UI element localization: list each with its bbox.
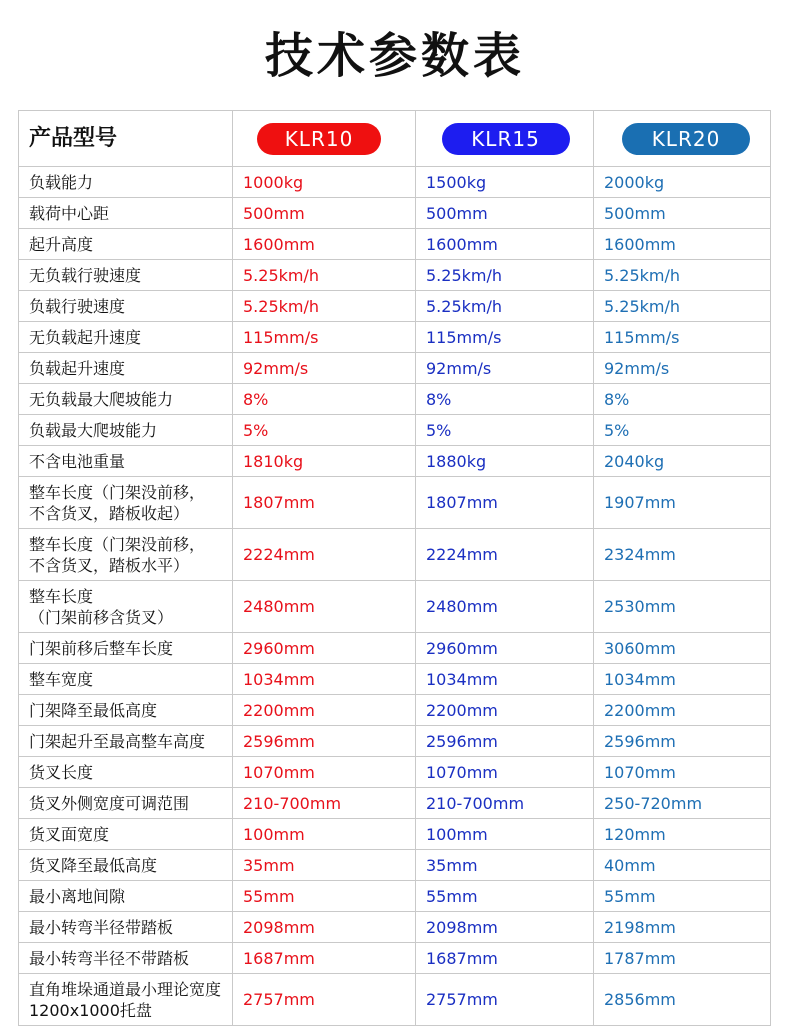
value-cell-klr10: 5.25km/h <box>233 291 416 322</box>
row-label <box>19 229 233 260</box>
value-cell-klr15: 1880kg <box>416 446 594 477</box>
value-cell-klr10: 1070mm <box>233 757 416 788</box>
row-label <box>19 353 233 384</box>
value-cell-klr15: 1600mm <box>416 229 594 260</box>
value-cell-klr15: 1500kg <box>416 167 594 198</box>
row-label <box>19 633 233 664</box>
row-label <box>19 695 233 726</box>
value-cell-klr10: 2596mm <box>233 726 416 757</box>
row-label-line: 整车长度 <box>29 586 94 606</box>
row-label-line: 无负载行驶速度 <box>29 265 142 285</box>
row-label <box>19 819 233 850</box>
value-cell-klr20: 1070mm <box>594 757 771 788</box>
row-label-line: 门架降至最低高度 <box>29 700 158 720</box>
value-cell-klr15: 500mm <box>416 198 594 229</box>
row-label-line: 最小转弯半径不带踏板 <box>29 948 190 968</box>
page-title: 技术参数表 <box>264 28 525 84</box>
value-cell-klr20: 8% <box>594 384 771 415</box>
value-cell-klr20: 5% <box>594 415 771 446</box>
value-cell-klr10: 8% <box>233 384 416 415</box>
value-cell-klr15: 92mm/s <box>416 353 594 384</box>
value-cell-klr20: 2200mm <box>594 695 771 726</box>
row-label-line: 负载能力 <box>29 172 94 192</box>
row-label-line: 货叉外侧宽度可调范围 <box>29 793 190 813</box>
header-model-cell <box>233 111 416 167</box>
value-cell-klr20: 40mm <box>594 850 771 881</box>
row-label-line: 整车长度（门架没前移， <box>29 534 206 554</box>
row-label <box>19 446 233 477</box>
value-cell-klr20: 5.25km/h <box>594 291 771 322</box>
row-label-line: 不含货叉，踏板收起） <box>29 503 190 523</box>
row-label <box>19 322 233 353</box>
value-cell-klr20: 92mm/s <box>594 353 771 384</box>
value-cell-klr10: 1034mm <box>233 664 416 695</box>
value-cell-klr10: 100mm <box>233 819 416 850</box>
value-cell-klr15: 1807mm <box>416 477 594 529</box>
row-label <box>19 291 233 322</box>
value-cell-klr20: 1787mm <box>594 943 771 974</box>
value-cell-klr10: 2960mm <box>233 633 416 664</box>
table-row <box>19 695 771 726</box>
row-label <box>19 198 233 229</box>
row-label-line: 1200x1000托盘 <box>29 1000 152 1020</box>
value-cell-klr10: 5.25km/h <box>233 260 416 291</box>
value-cell-klr10: 2757mm <box>233 974 416 1026</box>
value-cell-klr20: 2856mm <box>594 974 771 1026</box>
value-cell-klr20: 2198mm <box>594 912 771 943</box>
model-badge-klr15: KLR15 <box>442 123 570 155</box>
value-cell-klr10: 1687mm <box>233 943 416 974</box>
value-cell-klr20: 250-720mm <box>594 788 771 819</box>
row-label-line: 无负载起升速度 <box>29 327 142 347</box>
value-cell-klr15: 210-700mm <box>416 788 594 819</box>
row-label <box>19 912 233 943</box>
value-cell-klr10: 115mm/s <box>233 322 416 353</box>
value-cell-klr10: 2480mm <box>233 581 416 633</box>
value-cell-klr10: 1000kg <box>233 167 416 198</box>
value-cell-klr15: 8% <box>416 384 594 415</box>
row-label-line: 不含货叉，踏板水平） <box>29 555 190 575</box>
value-cell-klr20: 2000kg <box>594 167 771 198</box>
value-cell-klr15: 5.25km/h <box>416 291 594 322</box>
row-label <box>19 167 233 198</box>
row-label <box>19 581 233 633</box>
row-label <box>19 260 233 291</box>
value-cell-klr15: 1034mm <box>416 664 594 695</box>
table-row <box>19 819 771 850</box>
model-badge-klr20: KLR20 <box>622 123 750 155</box>
row-label-line: 整车长度（门架没前移， <box>29 482 206 502</box>
row-label-line: 最小离地间隙 <box>29 886 126 906</box>
value-cell-klr10: 2224mm <box>233 529 416 581</box>
row-label-line: 直角堆垛通道最小理论宽度 <box>29 979 222 999</box>
row-label <box>19 529 233 581</box>
row-label-line: 不含电池重量 <box>29 451 126 471</box>
table-row <box>19 943 771 974</box>
table-row <box>19 477 771 529</box>
header-label: 产品型号 <box>19 111 233 167</box>
value-cell-klr15: 35mm <box>416 850 594 881</box>
row-label-line: （门架前移含货叉） <box>29 607 174 627</box>
row-label-line: 无负载最大爬坡能力 <box>29 389 174 409</box>
value-cell-klr10: 1810kg <box>233 446 416 477</box>
table-row <box>19 260 771 291</box>
table-row <box>19 353 771 384</box>
value-cell-klr15: 115mm/s <box>416 322 594 353</box>
value-cell-klr20: 120mm <box>594 819 771 850</box>
table-row <box>19 757 771 788</box>
table-row <box>19 850 771 881</box>
spec-table <box>18 110 771 1026</box>
row-label <box>19 726 233 757</box>
value-cell-klr15: 2596mm <box>416 726 594 757</box>
table-row <box>19 415 771 446</box>
table-row <box>19 322 771 353</box>
table-row <box>19 198 771 229</box>
value-cell-klr15: 5.25km/h <box>416 260 594 291</box>
row-label <box>19 881 233 912</box>
value-cell-klr20: 55mm <box>594 881 771 912</box>
value-cell-klr20: 115mm/s <box>594 322 771 353</box>
row-label-line: 载荷中心距 <box>29 203 110 223</box>
value-cell-klr10: 5% <box>233 415 416 446</box>
table-row <box>19 529 771 581</box>
row-label-line: 整车宽度 <box>29 669 94 689</box>
value-cell-klr10: 2098mm <box>233 912 416 943</box>
row-label <box>19 974 233 1026</box>
value-cell-klr20: 500mm <box>594 198 771 229</box>
row-label-line: 负载起升速度 <box>29 358 126 378</box>
row-label-line: 最小转弯半径带踏板 <box>29 917 174 937</box>
row-label-line: 货叉面宽度 <box>29 824 110 844</box>
value-cell-klr15: 2224mm <box>416 529 594 581</box>
value-cell-klr10: 1807mm <box>233 477 416 529</box>
value-cell-klr10: 92mm/s <box>233 353 416 384</box>
table-row <box>19 384 771 415</box>
value-cell-klr15: 100mm <box>416 819 594 850</box>
row-label <box>19 415 233 446</box>
value-cell-klr20: 3060mm <box>594 633 771 664</box>
row-label <box>19 850 233 881</box>
table-row <box>19 912 771 943</box>
value-cell-klr10: 1600mm <box>233 229 416 260</box>
table-row <box>19 881 771 912</box>
row-label <box>19 757 233 788</box>
value-cell-klr20: 2596mm <box>594 726 771 757</box>
spec-table-body <box>19 111 771 1026</box>
row-label <box>19 477 233 529</box>
row-label <box>19 943 233 974</box>
row-label-line: 货叉降至最低高度 <box>29 855 158 875</box>
value-cell-klr15: 2480mm <box>416 581 594 633</box>
row-label-line: 起升高度 <box>29 234 94 254</box>
row-label-line: 货叉长度 <box>29 762 94 782</box>
row-label <box>19 788 233 819</box>
value-cell-klr20: 1907mm <box>594 477 771 529</box>
header-model-cell <box>416 111 594 167</box>
row-label <box>19 384 233 415</box>
table-header-row <box>19 111 771 167</box>
value-cell-klr20: 2324mm <box>594 529 771 581</box>
row-label-line: 门架起升至最高整车高度 <box>29 731 206 751</box>
value-cell-klr15: 2960mm <box>416 633 594 664</box>
row-label-line: 负载最大爬坡能力 <box>29 420 158 440</box>
value-cell-klr20: 2040kg <box>594 446 771 477</box>
table-row <box>19 633 771 664</box>
value-cell-klr15: 1687mm <box>416 943 594 974</box>
value-cell-klr20: 2530mm <box>594 581 771 633</box>
table-row <box>19 229 771 260</box>
row-label-line: 负载行驶速度 <box>29 296 126 316</box>
table-row <box>19 291 771 322</box>
value-cell-klr15: 2757mm <box>416 974 594 1026</box>
value-cell-klr20: 1600mm <box>594 229 771 260</box>
value-cell-klr10: 55mm <box>233 881 416 912</box>
value-cell-klr20: 1034mm <box>594 664 771 695</box>
model-badge-klr10: KLR10 <box>257 123 381 155</box>
value-cell-klr10: 500mm <box>233 198 416 229</box>
value-cell-klr10: 35mm <box>233 850 416 881</box>
value-cell-klr15: 1070mm <box>416 757 594 788</box>
row-label-line: 门架前移后整车长度 <box>29 638 174 658</box>
value-cell-klr10: 2200mm <box>233 695 416 726</box>
table-row <box>19 726 771 757</box>
table-row <box>19 664 771 695</box>
value-cell-klr20: 5.25km/h <box>594 260 771 291</box>
table-row <box>19 974 771 1026</box>
value-cell-klr15: 2098mm <box>416 912 594 943</box>
row-label <box>19 664 233 695</box>
table-row <box>19 167 771 198</box>
value-cell-klr15: 2200mm <box>416 695 594 726</box>
table-row <box>19 446 771 477</box>
header-model-cell <box>594 111 771 167</box>
value-cell-klr15: 5% <box>416 415 594 446</box>
value-cell-klr10: 210-700mm <box>233 788 416 819</box>
table-row <box>19 788 771 819</box>
value-cell-klr15: 55mm <box>416 881 594 912</box>
table-row <box>19 581 771 633</box>
